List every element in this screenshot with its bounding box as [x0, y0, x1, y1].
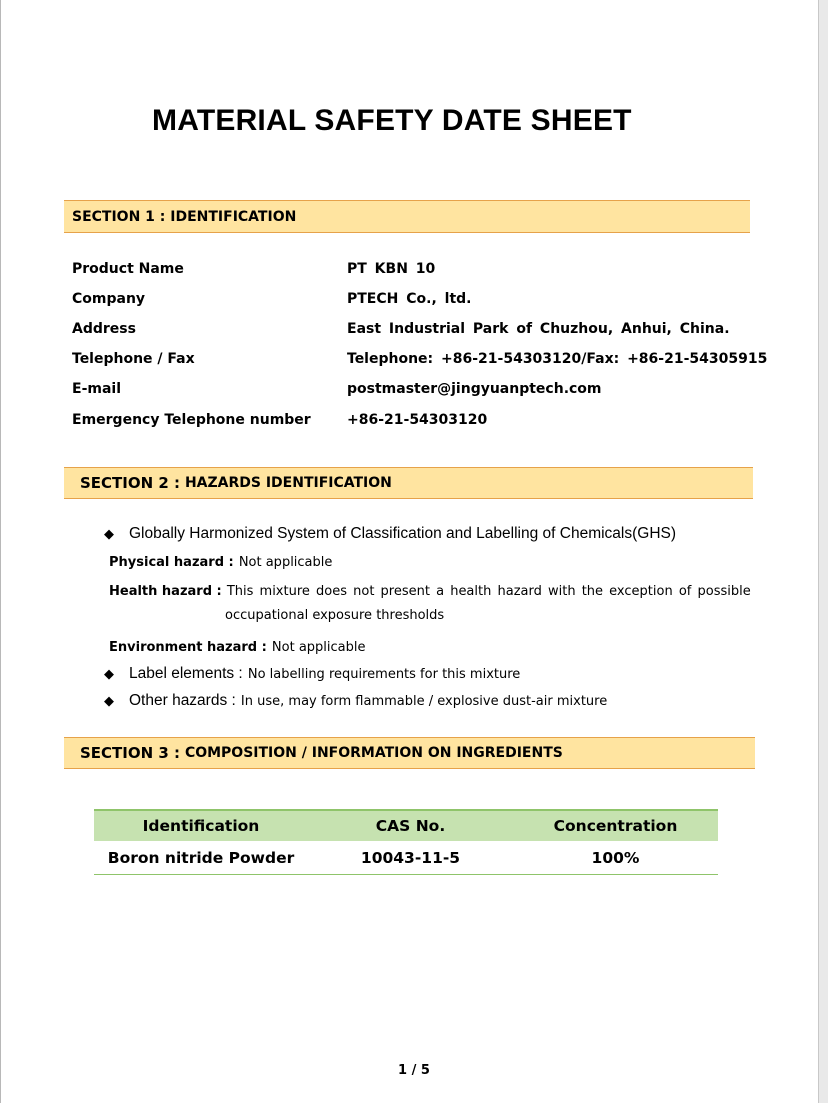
- environment-hazard-value: Not applicable: [271, 640, 366, 655]
- email-value[interactable]: postmaster@jingyuanptech.com: [347, 381, 602, 397]
- address-value: East Industrial Park of Chuzhou, Anhui, China.: [347, 321, 730, 337]
- scrollbar-gutter: [818, 0, 828, 1103]
- product-name-value: PT KBN 10: [347, 261, 436, 277]
- section-1-title: IDENTIFICATION: [170, 208, 297, 225]
- diamond-bullet-icon: ◆: [104, 694, 114, 709]
- ghs-bullet: [104, 525, 676, 543]
- company-value: PTECH Co., ltd.: [347, 291, 472, 307]
- cas-number-cell: 10043-11-5: [308, 841, 513, 875]
- email-label: E-mail: [72, 381, 122, 397]
- label-elements-heading: Label elements :: [129, 665, 243, 682]
- environment-hazard-label: Environment hazard :: [109, 640, 267, 655]
- composition-table: [94, 809, 718, 875]
- health-hazard-line: [109, 580, 751, 599]
- company-label: Company: [72, 291, 146, 307]
- product-name-label: Product Name: [72, 261, 184, 277]
- emergency-telephone-label: Emergency Telephone number: [72, 412, 311, 428]
- physical-hazard-value: Not applicable: [238, 555, 333, 570]
- label-elements-bullet: [104, 663, 520, 683]
- page-edge: [0, 0, 1, 1103]
- cas-no-column-header: CAS No.: [308, 810, 513, 841]
- table-header-row: [94, 810, 718, 841]
- ingredient-name-cell: Boron nitride Powder: [94, 841, 308, 875]
- section-3-title: COMPOSITION / INFORMATION ON INGREDIENTS: [184, 745, 563, 761]
- document-title: MATERIAL SAFETY DATE SHEET: [152, 104, 632, 137]
- other-hazards-bullet: [104, 690, 607, 710]
- section-2-title: HAZARDS IDENTIFICATION: [184, 475, 392, 491]
- telephone-fax-label: Telephone / Fax: [72, 351, 195, 367]
- section-1-number: SECTION 1 :: [72, 208, 166, 225]
- ghs-heading: Globally Harmonized System of Classification and Labelling of Chemicals(GHS): [129, 525, 677, 542]
- health-hazard-label: Health hazard :: [109, 584, 222, 599]
- address-label: Address: [72, 321, 136, 337]
- label-elements-value: No labelling requirements for this mixture: [247, 667, 521, 682]
- environment-hazard-line: [109, 636, 366, 655]
- identification-column-header: Identification: [94, 810, 308, 841]
- section-3-header: [64, 737, 755, 769]
- physical-hazard-line: [109, 551, 332, 570]
- telephone-fax-value: Telephone: +86-21-54303120/Fax: +86-21-54305915: [347, 351, 768, 367]
- health-hazard-continuation: occupational exposure thresholds: [225, 608, 445, 623]
- page-number: 1 / 5: [398, 1063, 430, 1078]
- section-2-header: [64, 467, 753, 499]
- section-2-number: SECTION 2 :: [80, 474, 181, 492]
- physical-hazard-label: Physical hazard :: [109, 555, 234, 570]
- emergency-telephone-value: +86-21-54303120: [347, 412, 488, 428]
- other-hazards-value: In use, may form flammable / explosive dust-air mixture: [240, 694, 608, 709]
- concentration-cell: 100%: [513, 841, 718, 875]
- diamond-bullet-icon: ◆: [104, 667, 114, 682]
- section-3-number: SECTION 3 :: [80, 744, 181, 762]
- health-hazard-value: This mixture does not present a health hazard with the exception of possible: [226, 584, 751, 599]
- concentration-column-header: Concentration: [513, 810, 718, 841]
- other-hazards-heading: Other hazards :: [129, 692, 236, 709]
- diamond-bullet-icon: ◆: [104, 527, 114, 542]
- section-1-header: [64, 200, 750, 233]
- table-row: [94, 841, 718, 875]
